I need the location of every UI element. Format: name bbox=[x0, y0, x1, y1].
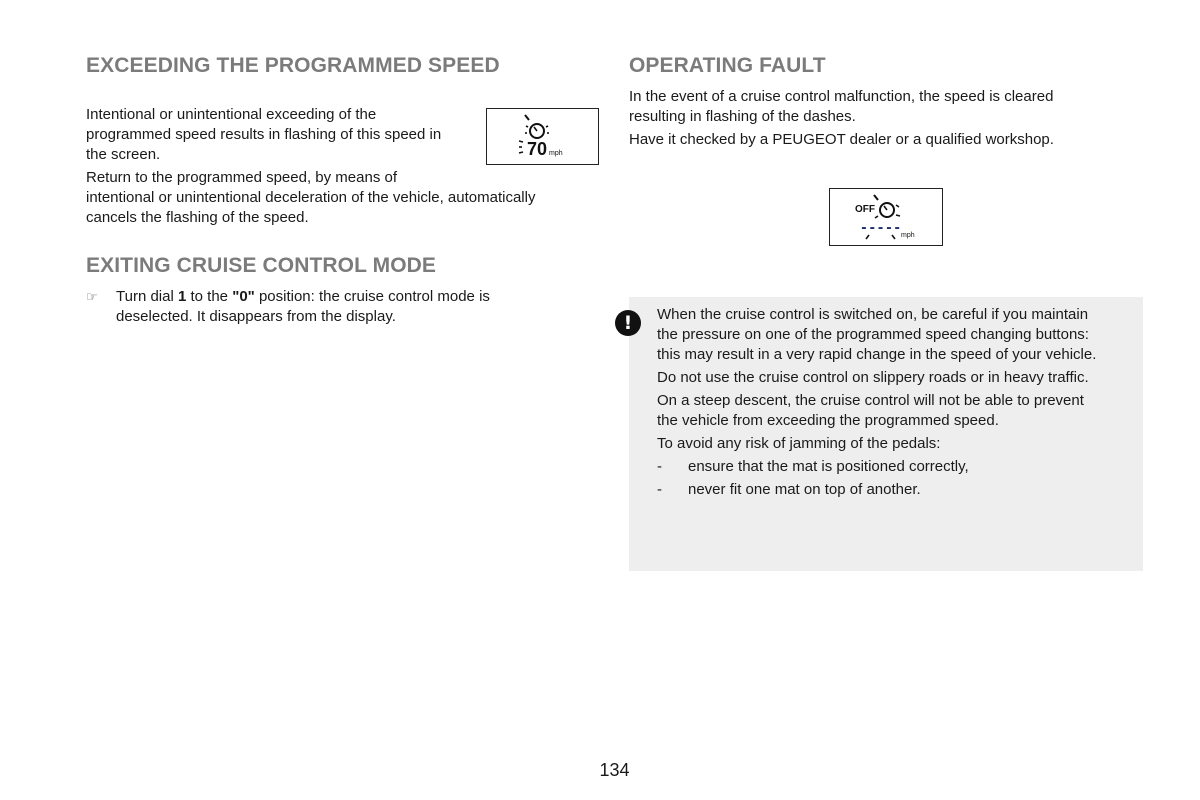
exceeding-line-1: Intentional or unintentional exceeding of the bbox=[86, 106, 377, 123]
exceeding-line-2: programmed speed results in flashing of this speed in bbox=[86, 126, 442, 143]
exiting-step-line-2: deselected. It disappears from the display. bbox=[116, 308, 396, 325]
speed-display-image bbox=[486, 108, 599, 165]
display-off-label: OFF bbox=[855, 204, 875, 215]
warning-p2: Do not use the cruise control on slippery roads or in heavy traffic. bbox=[657, 369, 1089, 386]
display-dashes: ----- bbox=[860, 221, 902, 236]
page-number: 134 bbox=[599, 760, 630, 780]
return-line-1: Return to the programmed speed, by means of bbox=[86, 169, 398, 186]
exceeding-line-3: the screen. bbox=[86, 146, 161, 163]
dial-number: 1 bbox=[177, 288, 187, 305]
return-line-3: cancels the flashing of the speed. bbox=[86, 209, 309, 226]
fault-dashes-icon bbox=[830, 189, 941, 244]
fault-display-image bbox=[829, 188, 943, 246]
display-speed-value: 70 bbox=[527, 139, 548, 159]
warning-p4: To avoid any risk of jamming of the pedals: bbox=[657, 435, 941, 452]
fault-line-3: Have it checked by a PEUGEOT dealer or a qualified workshop. bbox=[629, 131, 1054, 148]
display-fault-unit: mph bbox=[901, 232, 915, 239]
list-dash-1: - bbox=[657, 458, 662, 475]
warning-p3-line-2: the vehicle from exceeding the programmed speed. bbox=[657, 412, 999, 429]
display-speed-unit: mph bbox=[549, 150, 563, 157]
exceeding-heading: EXCEEDING THE PROGRAMMED SPEED bbox=[86, 54, 500, 77]
exiting-step-line-1: Turn dial 1 to the "0" position: the cruise control mode is bbox=[116, 288, 490, 305]
warning-list-item-2: never fit one mat on top of another. bbox=[688, 481, 921, 498]
return-line-2: intentional or unintentional deceleration of the vehicle, automatically bbox=[86, 189, 536, 206]
fault-heading: OPERATING FAULT bbox=[629, 54, 826, 77]
dial-position: "0" bbox=[232, 288, 255, 305]
warning-list-item-1: ensure that the mat is positioned correctly, bbox=[688, 458, 969, 475]
warning-p1-line-2: the pressure on one of the programmed speed changing buttons: bbox=[657, 326, 1089, 343]
pointing-hand-icon: ☞ bbox=[86, 290, 98, 305]
fault-line-1: In the event of a cruise control malfunction, the speed is cleared bbox=[629, 88, 1054, 105]
warning-p3-line-1: On a steep descent, the cruise control will not be able to prevent bbox=[657, 392, 1084, 409]
warning-p1-line-1: When the cruise control is switched on, be careful if you maintain bbox=[657, 306, 1089, 323]
warning-p1-line-3: this may result in a very rapid change in the speed of your vehicle. bbox=[657, 346, 1097, 363]
flashing-speed-icon bbox=[487, 109, 597, 163]
fault-line-2: resulting in flashing of the dashes. bbox=[629, 108, 856, 125]
warning-icon: ! bbox=[615, 310, 641, 336]
exiting-heading: EXITING CRUISE CONTROL MODE bbox=[86, 254, 436, 277]
list-dash-2: - bbox=[657, 481, 662, 498]
